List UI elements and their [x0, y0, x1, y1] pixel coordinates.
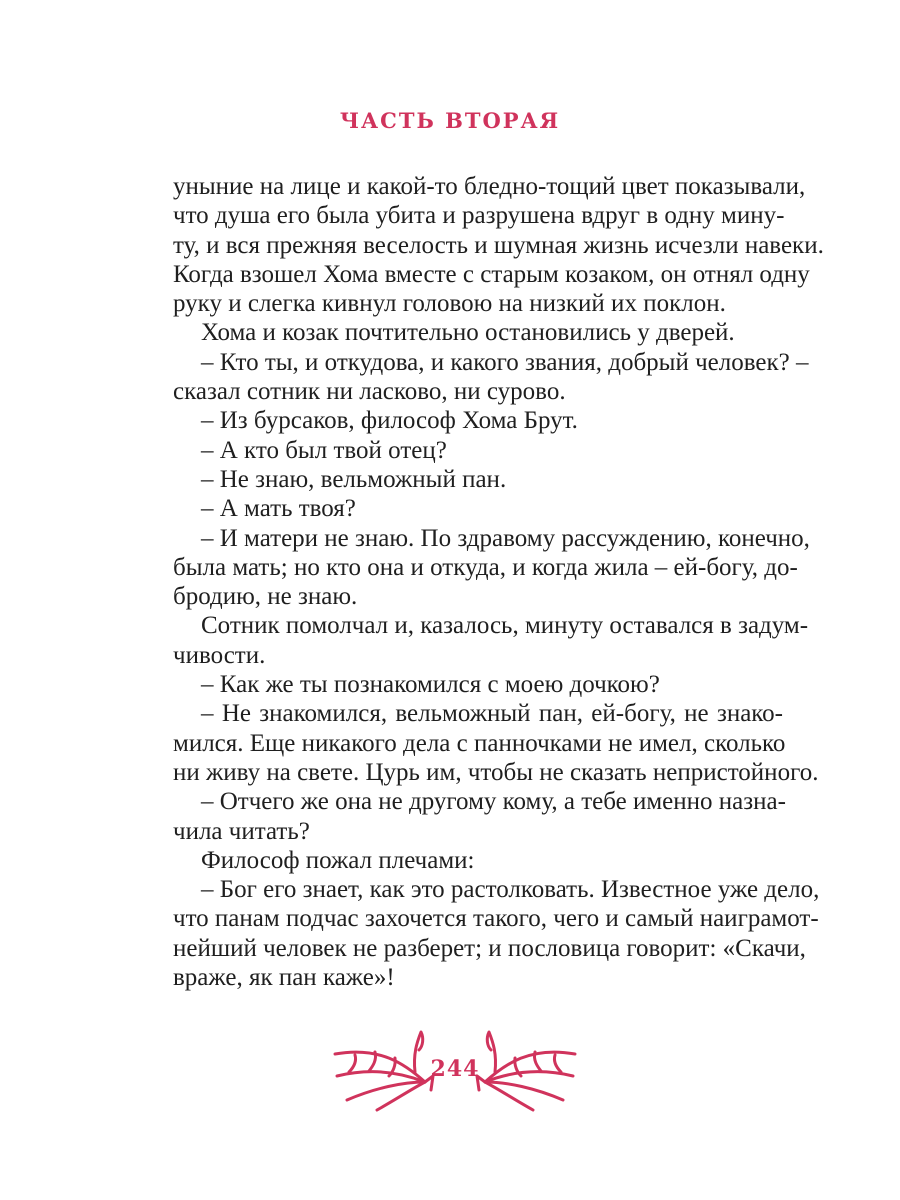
text-line: – Как же ты познакомился с моею дочкою? — [201, 671, 660, 699]
text-line: была мать; но кто она и откуда, и когда жила – ей-богу, до- — [173, 553, 798, 581]
text-line: – А мать твоя? — [201, 495, 356, 523]
text-line: – Бог его знает, как это растолковать. Известное уже дело, — [201, 876, 820, 904]
text-line: – Не знаю, вельможный пан. — [201, 465, 507, 493]
page-folio — [325, 1024, 585, 1114]
text-line: бродию, не знаю. — [173, 583, 358, 611]
body-text — [173, 172, 824, 992]
text-line: Хома и козак почтительно остановились у дверей. — [201, 319, 735, 347]
text-line: мился. Еще никакого дела с панночками не имел, сколько — [173, 729, 786, 757]
text-line: – Кто ты, и откудова, и какого звания, добрый человек? – — [201, 348, 809, 376]
text-line: – Из бурсаков, философ Хома Брут. — [201, 407, 578, 435]
text-line: – Не знакомился, вельможный пан, ей-богу, не знако- — [201, 700, 783, 728]
text-line: что панам подчас захочется такого, чего и самый наиграмот- — [173, 905, 819, 933]
text-line: Когда взошел Хома вместе с старым козаком, он отнял одну — [173, 260, 810, 288]
text-line: Сотник помолчал и, казалось, минуту оставался в задум- — [201, 612, 809, 640]
text-line: уныние на лице и какой-то бледно-тощий цвет показывали, — [173, 173, 806, 200]
text-line: Философ пожал плечами: — [201, 846, 475, 874]
bat-wing-right-icon — [475, 1024, 585, 1114]
page-number: 244 — [430, 1056, 480, 1082]
text-line: руку и слегка кивнул головою на низкий их поклон. — [173, 290, 726, 318]
text-line: нейший человек не разберет; и пословица говорит: «Скачи, — [173, 934, 806, 962]
text-line: ту, и вся прежняя веселость и шумная жизнь исчезли навеки. — [173, 231, 824, 259]
text-line: ни живу на свете. Цурь им, чтобы не сказать непристойного. — [173, 758, 819, 786]
text-line: сказал сотник ни ласково, ни сурово. — [173, 378, 566, 406]
text-line: – А кто был твой отец? — [201, 436, 447, 464]
text-line: чивости. — [173, 641, 266, 669]
text-line: – И матери не знаю. По здравому рассуждению, конечно, — [201, 524, 810, 552]
text-line: что душа его была убита и разрушена вдруг в одну мину- — [173, 202, 785, 230]
running-head-title: ЧАСТЬ ВТОРАЯ — [339, 108, 561, 133]
text-line: – Отчего же она не другому кому, а тебе именно назна- — [201, 788, 786, 816]
text-line: враже, як пан каже»! — [173, 964, 395, 992]
text-line: чила читать? — [173, 817, 310, 845]
